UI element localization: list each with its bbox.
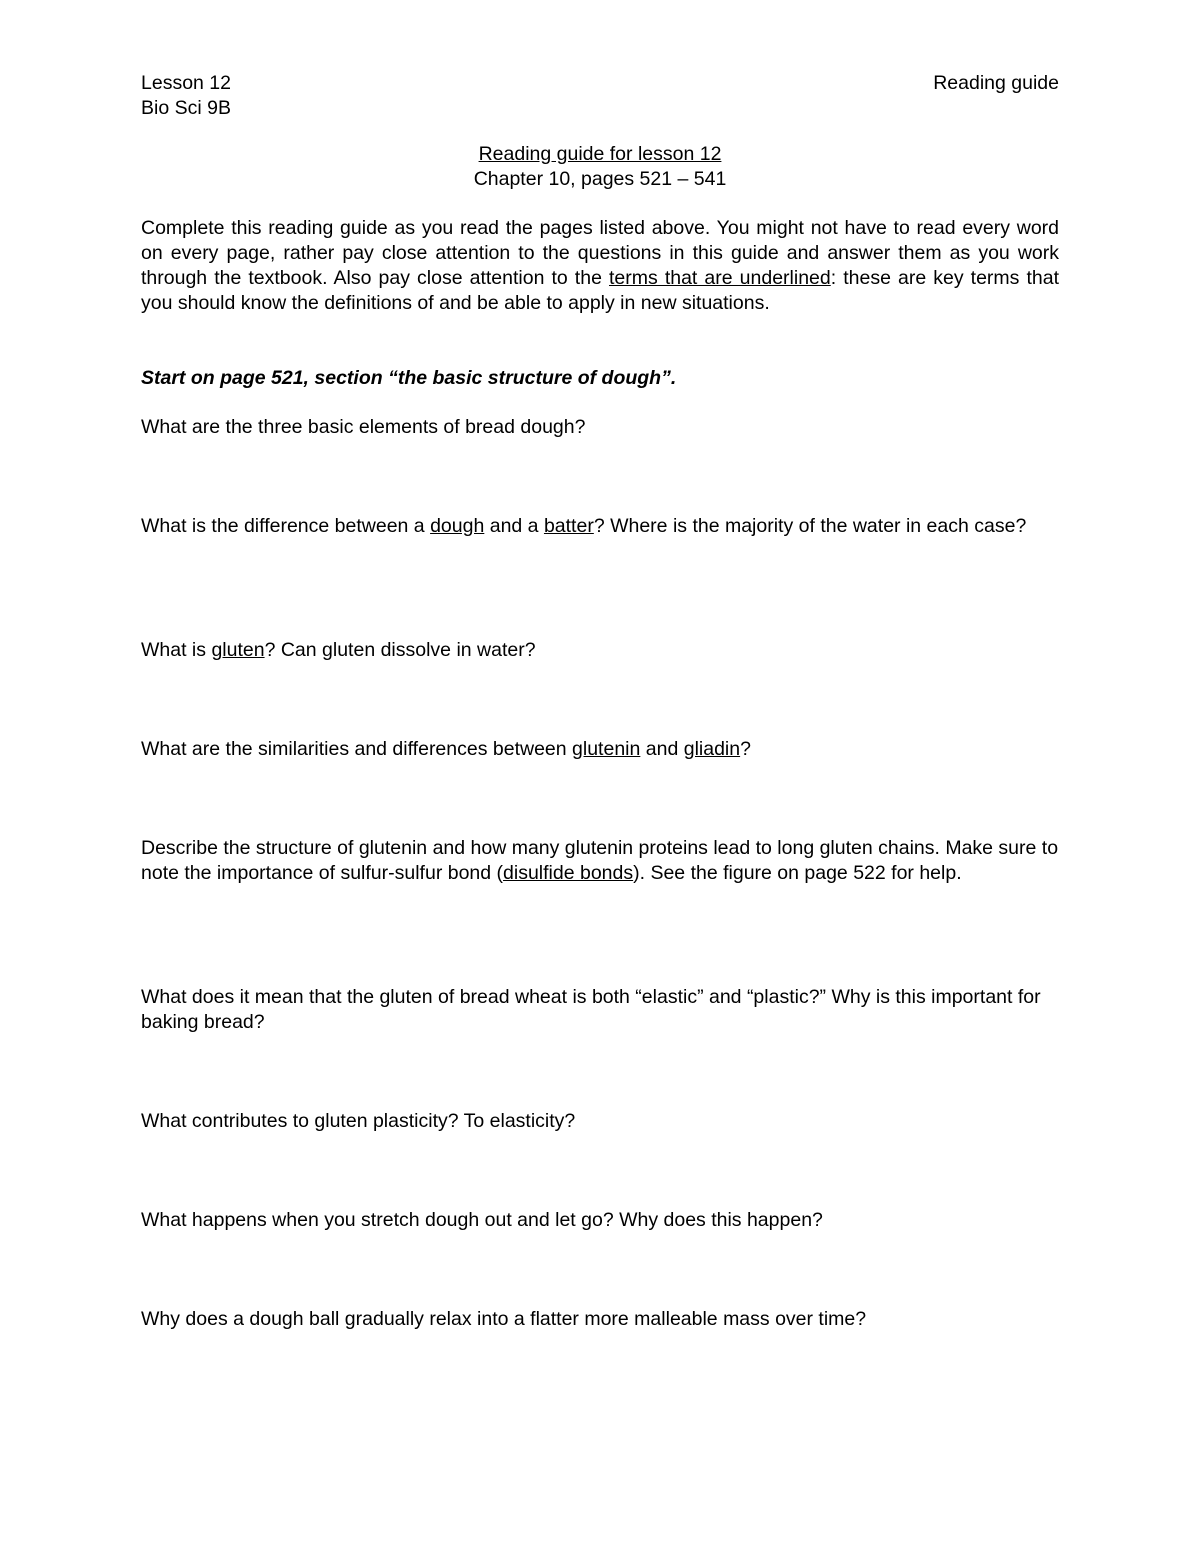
question-2	[141, 514, 1059, 539]
question-2-text-c: ? Where is the majority of the water in each case?	[593, 515, 1027, 537]
question-8: What happens when you stretch dough out and let go? Why does this happen?	[141, 1209, 823, 1231]
header-right: Reading guide	[933, 72, 1059, 94]
header-left	[141, 71, 231, 121]
question-1: What are the three basic elements of bread dough?	[141, 416, 586, 438]
question-7: What contributes to gluten plasticity? To elasticity?	[141, 1110, 576, 1132]
question-6: What does it mean that the gluten of bread wheat is both “elastic” and “plastic?” Why is this important for baking bread?	[141, 986, 1041, 1033]
question-2-text-b: and a	[484, 515, 544, 537]
term-gliadin: gliadin	[683, 738, 741, 760]
course-label: Bio Sci 9B	[141, 97, 231, 119]
intro-text-1: Complete this reading guide as you read the pages listed above. You might not have to read every word on every page, rather pay close attention to the questions in this guide and answer them as you work through the textbook. Also pay close attention to the	[141, 217, 1059, 289]
intro-text-2: : these are key terms that you should know the definitions of and be able to apply in new situations.	[141, 267, 1060, 314]
term-batter: batter	[543, 515, 594, 537]
question-4	[141, 737, 1059, 762]
chapter-subtitle: Chapter 10, pages 521 – 541	[473, 168, 727, 190]
question-5-text-b: ). See the figure on page 522 for help.	[633, 862, 962, 884]
term-glutenin: glutenin	[572, 738, 641, 760]
page-title: Reading guide for lesson 12	[478, 143, 722, 165]
question-5-text-a: Describe the structure of glutenin and how many glutenin proteins lead to long gluten chains. Make sure to note the importance of sulfur-sulfur bond (	[141, 837, 1059, 884]
term-dough: dough	[430, 515, 485, 537]
title-block	[141, 142, 1059, 192]
start-instruction: Start on page 521, section “the basic structure of dough”.	[141, 367, 677, 389]
lesson-label: Lesson 12	[141, 72, 231, 94]
question-3	[141, 638, 1059, 663]
intro-paragraph	[141, 216, 1059, 316]
question-3-text-a: What is	[141, 639, 212, 661]
question-2-text-a: What is the difference between a	[141, 515, 431, 537]
question-4-text-b: and	[640, 738, 684, 760]
question-3-text-b: ? Can gluten dissolve in water?	[264, 639, 536, 661]
term-disulfide-bonds: disulfide bonds	[503, 862, 634, 884]
term-gluten: gluten	[211, 639, 265, 661]
question-4-text-c: ?	[740, 738, 751, 760]
question-5	[141, 836, 1059, 886]
question-4-text-a: What are the similarities and differences between	[141, 738, 573, 760]
intro-underlined-terms: terms that are underlined	[609, 267, 831, 289]
question-9: Why does a dough ball gradually relax into a flatter more malleable mass over time?	[141, 1308, 867, 1330]
